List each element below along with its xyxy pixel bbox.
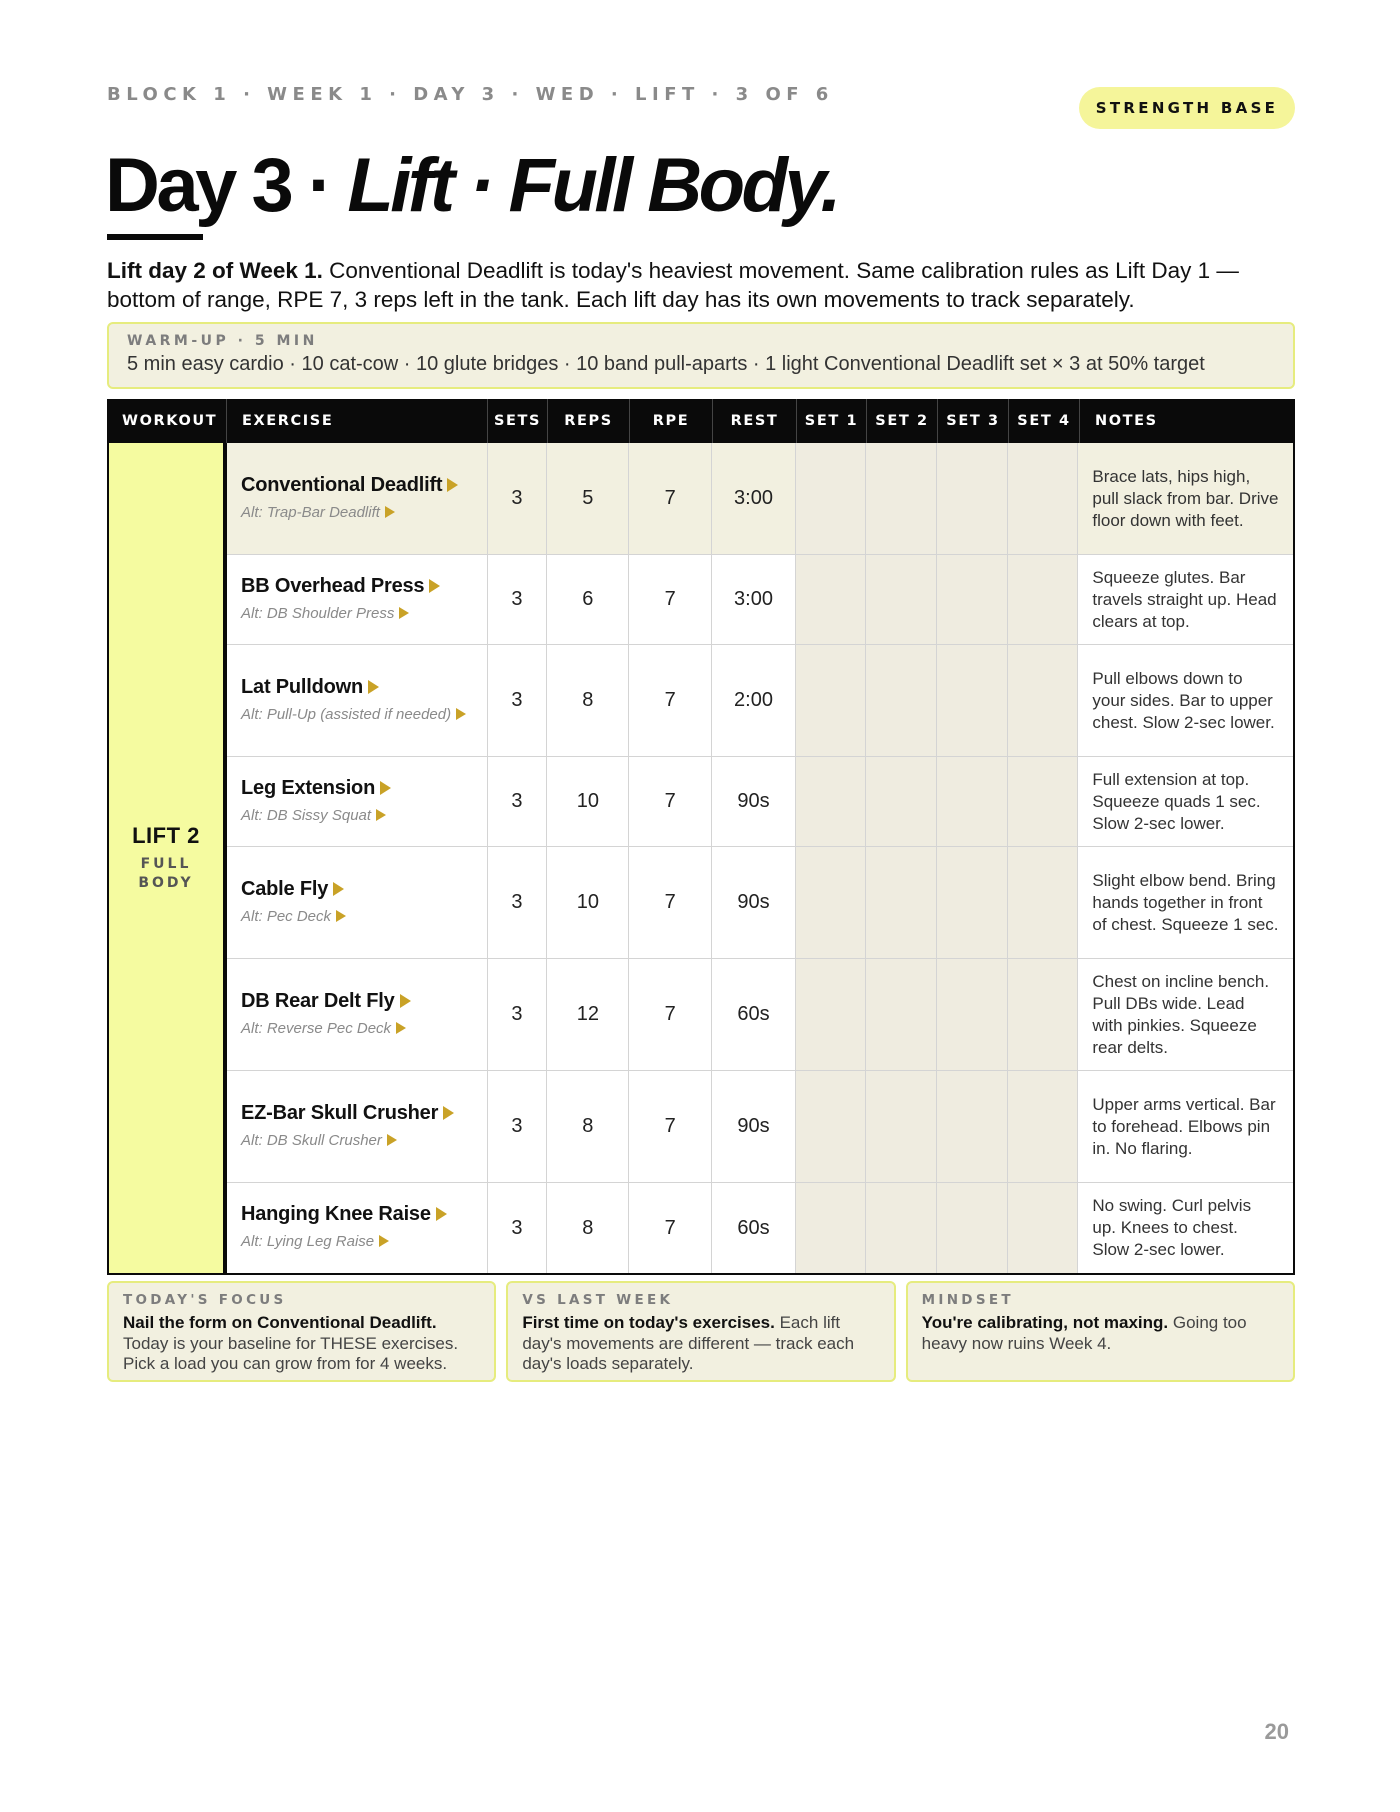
set-3-log-cell[interactable]: [937, 555, 1008, 644]
card-text: [123, 1313, 480, 1375]
play-triangle-icon[interactable]: [385, 506, 395, 518]
rpe-cell: 7: [629, 645, 712, 756]
rest-cell: 60s: [712, 1183, 796, 1273]
exercise-name: Lat Pulldown: [241, 675, 364, 698]
exercise-alternative: Alt: Pec Deck: [241, 907, 332, 925]
header-set-4: SET 4: [1009, 399, 1080, 443]
exercise-alternative: Alt: Lying Leg Raise: [241, 1233, 375, 1250]
exercise-alternative: Alt: DB Sissy Squat: [241, 806, 372, 824]
set-4-log-cell[interactable]: [1008, 847, 1079, 958]
sets-cell: 3: [488, 1071, 548, 1182]
play-triangle-icon[interactable]: [380, 781, 391, 795]
exercise-alternative: Alt: Trap-Bar Deadlift: [241, 503, 380, 521]
set-1-log-cell[interactable]: [796, 847, 866, 958]
card-mindset: [906, 1281, 1295, 1382]
exercise-cell: [227, 1071, 488, 1182]
play-triangle-icon[interactable]: [376, 809, 386, 821]
exercise-name: Cable Fly: [241, 877, 329, 900]
reps-cell: 8: [547, 1183, 629, 1273]
sets-cell: 3: [488, 1183, 548, 1273]
header-rpe: RPE: [630, 399, 713, 443]
table-header: [107, 399, 1295, 443]
rpe-cell: 7: [629, 443, 712, 554]
set-4-log-cell[interactable]: [1008, 443, 1079, 554]
set-2-log-cell[interactable]: [866, 443, 937, 554]
set-1-log-cell[interactable]: [796, 443, 866, 554]
exercise-alternative-link[interactable]: [241, 603, 409, 625]
header-workout: WORKOUT: [107, 399, 227, 443]
header-set-2: SET 2: [867, 399, 938, 443]
notes-cell: Slight elbow bend. Bring hands together in front of chest. Squeeze 1 sec.: [1092, 870, 1279, 934]
header-notes: NOTES: [1095, 413, 1158, 429]
play-triangle-icon[interactable]: [396, 1022, 406, 1034]
play-triangle-icon[interactable]: [379, 1235, 389, 1247]
header-sets: SETS: [488, 399, 548, 443]
card-label: TODAY'S FOCUS: [123, 1292, 287, 1308]
play-triangle-icon[interactable]: [456, 708, 466, 720]
exercise-name: EZ-Bar Skull Crusher: [241, 1101, 439, 1124]
card-vs-last-week: [506, 1281, 895, 1382]
card-text: [522, 1313, 879, 1375]
play-triangle-icon[interactable]: [447, 478, 458, 492]
rpe-cell: 7: [629, 757, 712, 846]
table-row: [227, 757, 1293, 847]
rpe-cell: 7: [629, 959, 712, 1070]
header-rest: REST: [713, 399, 797, 443]
exercise-name: DB Rear Delt Fly: [241, 989, 395, 1012]
exercise-cell: [227, 1183, 488, 1273]
set-3-log-cell[interactable]: [937, 443, 1008, 554]
exercise-name-link[interactable]: [241, 990, 411, 1013]
rest-cell: 90s: [712, 757, 796, 846]
rpe-cell: 7: [629, 555, 712, 644]
set-1-log-cell[interactable]: [796, 757, 866, 846]
play-triangle-icon[interactable]: [333, 882, 344, 896]
exercise-alternative-link[interactable]: [241, 502, 395, 524]
exercise-cell: [227, 443, 488, 554]
workout-sub-line-1: FULL: [140, 856, 192, 872]
table-row: [227, 959, 1293, 1071]
set-2-log-cell[interactable]: [866, 847, 937, 958]
exercise-cell: [227, 555, 488, 644]
rest-cell: 60s: [712, 959, 796, 1070]
set-2-log-cell[interactable]: [866, 1183, 937, 1273]
card-text: [922, 1313, 1279, 1354]
sets-cell: 3: [488, 645, 548, 756]
reps-cell: 10: [547, 757, 629, 846]
intro-lead: Lift day 2 of Week 1.: [107, 258, 323, 283]
program-badge: STRENGTH BASE: [1079, 87, 1295, 129]
set-1-log-cell[interactable]: [796, 959, 866, 1070]
exercise-name-link[interactable]: [241, 575, 440, 598]
intro-paragraph: [107, 256, 1295, 314]
set-3-log-cell[interactable]: [937, 757, 1008, 846]
set-4-log-cell[interactable]: [1008, 1071, 1079, 1182]
set-4-log-cell[interactable]: [1008, 645, 1079, 756]
set-4-log-cell[interactable]: [1008, 757, 1079, 846]
table-row: [227, 555, 1293, 645]
exercise-name: BB Overhead Press: [241, 574, 425, 597]
set-3-log-cell[interactable]: [937, 1071, 1008, 1182]
play-triangle-icon[interactable]: [400, 994, 411, 1008]
table-row: [227, 1071, 1293, 1183]
table-row: [227, 847, 1293, 959]
set-3-log-cell[interactable]: [937, 847, 1008, 958]
header-reps: REPS: [548, 399, 630, 443]
card-lead: You're calibrating, not maxing.: [921, 1313, 1169, 1332]
exercise-alternative-link[interactable]: [241, 1231, 389, 1253]
rest-cell: 90s: [712, 847, 796, 958]
play-triangle-icon[interactable]: [443, 1106, 454, 1120]
set-2-log-cell[interactable]: [866, 959, 937, 1070]
set-4-log-cell[interactable]: [1008, 1183, 1079, 1273]
exercise-name: Conventional Deadlift: [241, 473, 443, 496]
table-row: [227, 443, 1293, 555]
exercise-alternative-link[interactable]: [241, 1130, 397, 1152]
reps-cell: 10: [547, 847, 629, 958]
set-1-log-cell[interactable]: [796, 1183, 866, 1273]
exercise-name-link[interactable]: [241, 1203, 447, 1226]
notes-cell: Full extension at top. Squeeze quads 1 sec. Slow 2-sec lower.: [1092, 769, 1261, 833]
set-4-log-cell[interactable]: [1008, 555, 1079, 644]
set-4-log-cell[interactable]: [1008, 959, 1079, 1070]
workout-subtitle: [138, 855, 193, 893]
title-day: Day 3 ·: [105, 143, 348, 228]
workout-table: [107, 399, 1295, 1275]
play-triangle-icon[interactable]: [436, 1207, 447, 1221]
card-label: VS LAST WEEK: [522, 1292, 674, 1308]
exercise-name: Leg Extension: [241, 776, 376, 799]
workout-sub-line-2: BODY: [138, 875, 194, 891]
exercise-cell: [227, 645, 488, 756]
exercise-alternative: Alt: Pull-Up (assisted if needed): [241, 705, 452, 723]
notes-cell: Brace lats, hips high, pull slack from bar. Drive floor down with feet.: [1092, 466, 1279, 530]
set-3-log-cell[interactable]: [937, 645, 1008, 756]
notes-cell: Upper arms vertical. Bar to forehead. Elbows pin in. No flaring.: [1092, 1094, 1276, 1158]
warmup-box: [107, 322, 1295, 389]
notes-cell: Chest on incline bench. Pull DBs wide. Lead with pinkies. Squeeze rear delts.: [1092, 971, 1270, 1057]
play-triangle-icon[interactable]: [336, 910, 346, 922]
rpe-cell: 7: [629, 1183, 712, 1273]
play-triangle-icon[interactable]: [387, 1134, 397, 1146]
card-label: MINDSET: [921, 1292, 1014, 1308]
exercise-alternative-link[interactable]: [241, 1018, 406, 1040]
reps-cell: 6: [547, 555, 629, 644]
exercise-name-link[interactable]: [241, 676, 379, 699]
exercise-alternative: Alt: DB Skull Crusher: [241, 1131, 382, 1149]
set-1-log-cell[interactable]: [796, 1071, 866, 1182]
set-2-log-cell[interactable]: [866, 555, 937, 644]
set-2-log-cell[interactable]: [866, 645, 937, 756]
exercise-cell: [227, 757, 488, 846]
exercise-name-link[interactable]: [241, 474, 458, 497]
rest-cell: 3:00: [712, 443, 796, 554]
sets-cell: 3: [488, 757, 548, 846]
rest-cell: 90s: [712, 1071, 796, 1182]
page-title: [105, 140, 838, 232]
set-1-log-cell[interactable]: [796, 555, 866, 644]
exercise-name-link[interactable]: [241, 777, 391, 800]
table-body: [107, 443, 1295, 1275]
sets-cell: 3: [488, 443, 548, 554]
header-set-3: SET 3: [938, 399, 1009, 443]
exercise-name: Hanging Knee Raise: [241, 1203, 431, 1225]
reps-cell: 5: [547, 443, 629, 554]
card-lead: Nail the form on Conventional Deadlift.: [123, 1313, 437, 1332]
play-triangle-icon[interactable]: [399, 607, 409, 619]
warmup-label: WARM-UP · 5 MIN: [127, 333, 318, 349]
sets-cell: 3: [488, 847, 548, 958]
notes-cell: Pull elbows down to your sides. Bar to upper chest. Slow 2-sec lower.: [1092, 668, 1275, 732]
set-1-log-cell[interactable]: [796, 645, 866, 756]
exercise-alternative: Alt: Reverse Pec Deck: [241, 1019, 392, 1037]
exercise-alternative-link[interactable]: [241, 906, 346, 928]
header-exercise: EXERCISE: [227, 399, 488, 443]
exercise-name-link[interactable]: [241, 878, 344, 901]
rpe-cell: 7: [629, 1071, 712, 1182]
reps-cell: 8: [547, 1071, 629, 1182]
card-body: Each lift day's movements are different — track each day's loads separately.: [522, 1313, 855, 1373]
workout-name: LIFT 2: [132, 823, 200, 848]
sets-cell: 3: [488, 959, 548, 1070]
intro-text: Conventional Deadlift is today's heaviest movement. Same calibration rules as Lift Day 1 — bottom of range, RPE 7, 3 reps left in the tank. Each lift day has its own movements to track separately.: [107, 258, 1239, 312]
page-number: 20: [1264, 1719, 1289, 1744]
card-body: Going too heavy now ruins Week 4.: [921, 1313, 1247, 1353]
set-3-log-cell[interactable]: [937, 1183, 1008, 1273]
card-todays-focus: [107, 1281, 496, 1382]
set-2-log-cell[interactable]: [866, 757, 937, 846]
warmup-text: 5 min easy cardio · 10 cat-cow · 10 glute bridges · 10 band pull-aparts · 1 light Conventional Deadlift set × 3 at 50% target: [127, 353, 1205, 375]
table-row: [227, 645, 1293, 757]
rest-cell: 3:00: [712, 555, 796, 644]
play-triangle-icon[interactable]: [368, 680, 379, 694]
exercise-cell: [227, 847, 488, 958]
exercise-alternative-link[interactable]: [241, 704, 466, 726]
set-3-log-cell[interactable]: [937, 959, 1008, 1070]
reps-cell: 8: [547, 645, 629, 756]
card-body: Today is your baseline for THESE exercises. Pick a load you can grow from for 4 weeks.: [123, 1333, 459, 1373]
exercise-alternative: Alt: DB Shoulder Press: [241, 604, 395, 622]
exercise-rows: [227, 443, 1295, 1273]
set-2-log-cell[interactable]: [866, 1071, 937, 1182]
info-cards: [107, 1281, 1295, 1382]
header-set-1: SET 1: [797, 399, 867, 443]
rest-cell: 2:00: [712, 645, 796, 756]
workout-label-cell: [107, 443, 227, 1273]
rpe-cell: 7: [629, 847, 712, 958]
breadcrumb: BLOCK 1 · WEEK 1 · DAY 3 · WED · LIFT · 3 OF 6: [107, 84, 834, 105]
title-session: Lift · Full Body.: [347, 143, 839, 228]
table-row: [227, 1183, 1293, 1273]
exercise-alternative-link[interactable]: [241, 805, 386, 827]
notes-cell: Squeeze glutes. Bar travels straight up. Head clears at top.: [1092, 567, 1277, 631]
reps-cell: 12: [547, 959, 629, 1070]
notes-cell: No swing. Curl pelvis up. Knees to chest. Slow 2-sec lower.: [1092, 1196, 1252, 1259]
exercise-name-link[interactable]: [241, 1102, 454, 1125]
exercise-cell: [227, 959, 488, 1070]
title-underline: [107, 234, 203, 240]
card-lead: First time on today's exercises.: [522, 1313, 775, 1332]
sets-cell: 3: [488, 555, 548, 644]
play-triangle-icon[interactable]: [429, 579, 440, 593]
